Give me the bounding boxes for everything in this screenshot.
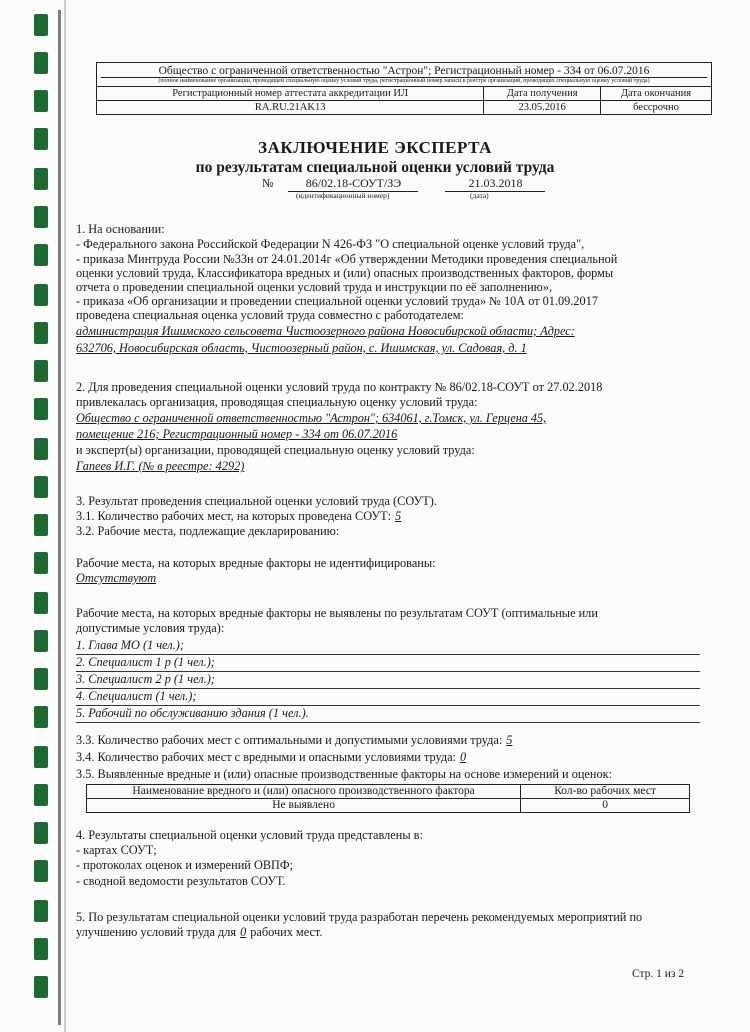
- s2-line3: и эксперт(ы) организации, проводящей специальную оценку условий труда:: [76, 443, 475, 457]
- end-value: бессрочно: [600, 101, 711, 115]
- s1-line5: отчета о проведении специальной оценки условий труда и инструкции по её заполнению»,: [76, 280, 553, 294]
- workplace-underline: [76, 722, 700, 723]
- table-header-factor: Наименование вредного и (или) опасного производственного фактора: [87, 785, 521, 799]
- expert-name: Гапеев И.Г. (№ в реестре: 4292): [76, 459, 245, 473]
- workplace-item: 3. Специалист 2 р (1 чел.);: [76, 672, 215, 686]
- factors-table: [86, 784, 690, 813]
- total-workplaces: 5: [395, 509, 402, 523]
- date-caption: (дата): [470, 191, 489, 200]
- s3-1-line: [76, 509, 405, 524]
- harmful-count: 0: [459, 750, 467, 764]
- accreditation-table: [97, 86, 711, 114]
- reg-number: RA.RU.21AK13: [97, 101, 484, 115]
- workplace-item: 5. Рабочий по обслуживанию здания (1 чел.).: [76, 706, 309, 720]
- workplace-item: 2. Специалист 1 р (1 чел.);: [76, 655, 215, 669]
- s4-item: - протоколах оценок и измерений ОВПФ;: [76, 858, 294, 872]
- s5-line2: [76, 925, 322, 940]
- table-header-row: [87, 785, 690, 799]
- s3-3-line: [76, 733, 516, 748]
- s4-item: - сводной ведомости результатов СОУТ.: [76, 874, 286, 888]
- measures-count: 0: [240, 925, 247, 939]
- s2-line1: 2. Для проведения специальной оценки условий труда по контракту № 86/02.18-СОУТ от 27.02.2018: [76, 380, 603, 394]
- s3-1-label: 3.1. Количество рабочих мест, на которых проведена СОУТ:: [76, 509, 392, 523]
- s3-4-label: 3.4. Количество рабочих мест с вредными и опасными условиями труда:: [76, 750, 456, 764]
- assessor-org-line2: помещение 216; Регистрационный номер - 334 от 06.07.2016: [76, 427, 398, 441]
- s1-line4: оценки условий труда, Классификатора вредных и (или) опасных производственных факторов, формы: [76, 266, 614, 280]
- workplace-item: 1. Глава МО (1 чел.);: [76, 638, 184, 652]
- document-number-line: [262, 176, 545, 192]
- received-date: 23.05.2016: [484, 101, 601, 115]
- org-caption: (полное наименование организации, проводящей специальную оценку условий труда, регистрационный номер записи в реестре организаций, проводящих специальную оценку условий труда): [101, 77, 707, 86]
- document-title: ЗАКЛЮЧЕНИЕ ЭКСПЕРТА: [258, 138, 492, 157]
- not-found-label-2: допустимые условия труда):: [76, 621, 225, 635]
- assessor-org-line1: Общество с ограниченной ответственностью "Астрон"; 634061, г.Томск, ул. Герцена 45,: [76, 411, 547, 425]
- not-identified-label: Рабочие места, на которых вредные факторы не идентифицированы:: [76, 556, 436, 570]
- reg-number-label: Регистрационный номер аттестата аккредитации ИЛ: [97, 87, 484, 101]
- s1-line6: - приказа «Об организации и проведении специальной оценки условий труда» № 10А от 01.09.2017: [76, 294, 598, 308]
- s2-line2: привлекалась организация, проводящая специальную оценку условий труда:: [76, 395, 478, 409]
- s3-3-label: 3.3. Количество рабочих мест с оптимальными и допустимыми условиями труда:: [76, 733, 503, 747]
- document-date: 21.03.2018: [445, 176, 545, 192]
- s5-line1: 5. По результатам специальной оценки условий труда разработан перечень рекомендуемых мероприятий по: [76, 910, 643, 924]
- not-found-label-1: Рабочие места, на которых вредные факторы не выявлены по результатам СОУТ (оптимальные или: [76, 606, 598, 620]
- s3-4-line: [76, 750, 470, 765]
- table-header-count: Кол-во рабочих мест: [521, 785, 690, 799]
- not-identified-value: Отсутствуют: [76, 571, 157, 585]
- received-label: Дата получения: [484, 87, 601, 101]
- s4-heading: 4. Результаты специальной оценки условий труда представлены в:: [76, 828, 423, 842]
- employer-line1: администрация Ишимского сельсовета Чистоозерного района Новосибирской области; Адрес:: [76, 324, 575, 338]
- s1-line2: - Федерального закона Российской Федерации N 426-ФЗ "О специальной оценке условий труда",: [76, 237, 585, 251]
- document-subtitle: по результатам специальной оценки условий труда: [195, 159, 555, 176]
- table-cell-factor: Не выявлено: [87, 799, 521, 813]
- employer-line2: 632706, Новосибирская область, Чистоозерный район, с. Ишимская, ул. Садовая, д. 1: [76, 341, 527, 355]
- s1-line3: - приказа Минтруда России №33н от 24.01.2014г «Об утверждении Методики проведения специальной: [76, 252, 618, 266]
- number-sign: №: [262, 176, 274, 190]
- s3-5-line: 3.5. Выявленные вредные и (или) опасные производственные факторы на основе измерений и оценок:: [76, 767, 613, 781]
- s1-line7: проведена специальная оценка условий труда совместно с работодателем:: [76, 308, 464, 322]
- s5-label: улучшению условий труда для: [76, 925, 237, 939]
- s3-2-line: 3.2. Рабочие места, подлежащие декларированию:: [76, 524, 340, 538]
- document-number: 86/02.18-СОУТ/ЗЭ: [288, 176, 418, 192]
- number-caption: (идентификационный номер): [296, 191, 390, 200]
- optimal-count: 5: [506, 733, 513, 747]
- organization-header: [96, 62, 712, 115]
- table-row: [87, 799, 690, 813]
- workplace-item: 4. Специалист (1 чел.);: [76, 689, 197, 703]
- page-number: Стр. 1 из 2: [632, 968, 685, 980]
- s1-heading: 1. На основании:: [76, 222, 165, 236]
- s5-label-end: рабочих мест.: [250, 925, 323, 939]
- s4-item: - картах СОУТ;: [76, 843, 157, 857]
- org-line: Общество с ограниченной ответственностью "Астрон"; Регистрационный номер - 334 от 06.07.2016: [158, 65, 650, 77]
- end-label: Дата окончания: [600, 87, 711, 101]
- s3-heading: 3. Результат проведения специальной оценки условий труда (СОУТ).: [76, 494, 437, 508]
- table-cell-count: 0: [521, 799, 690, 813]
